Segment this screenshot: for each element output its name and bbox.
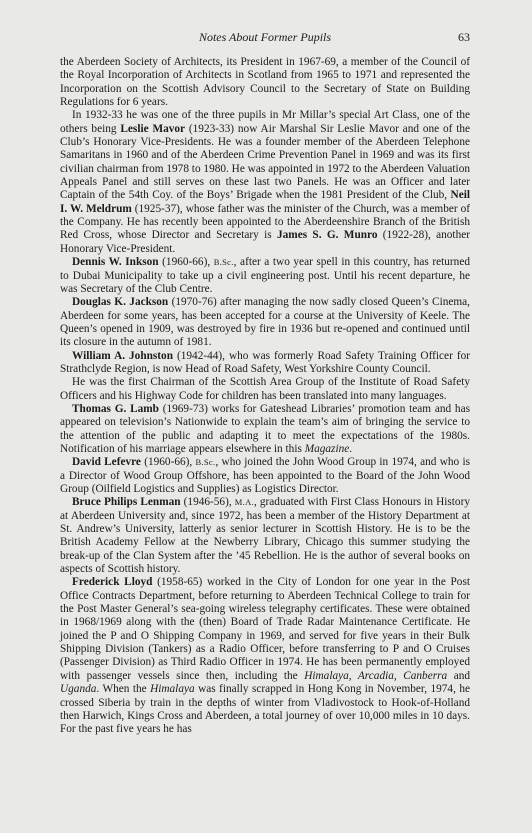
running-title: Notes About Former Pupils bbox=[198, 30, 332, 44]
text-run: was finally scrapped in Hong Kong in November, 1974, he crossed Siberia by train in the depths of winter from Vladivostock to Hook-of-Holland then Harwich, Kings Cross and Aberdeen, a total journey of over 10,000 miles in 10 days. For the past five years he has bbox=[60, 683, 470, 736]
text-run: (1958-65) worked in the City of London for one year in the Post Office Contracts Department, before returning to Aberdeen Technical College to train for the Post Master General’s sea-going wireless telegraphy certificates. These were obtained in 1968/1969 along with the (then) Board of Trade Radar Maintenance Certificate. He joined the P and O Shipping Company in 1969, and served for five years in their Bulk Shipping Division (Tankers) as a Radio Officer, before transferring to P and O Cruises (Passenger Division) as Third Radio Officer in 1974. He has been permanently employed with passenger vessels since then, including the bbox=[60, 576, 470, 682]
text-run: , after a two year spell in this country, has returned to Dubai Municipality to take up a civil engineering post. Until his recent departure, he was Secretary of the Club Centre. bbox=[60, 256, 470, 295]
body-text bbox=[60, 56, 470, 737]
person-name: Neil I. W. Meldrum bbox=[60, 189, 470, 215]
person-name: James S. G. Munro bbox=[277, 229, 378, 242]
text-run: (1970-76) after managing the now sadly closed Queen’s Cinema, Aberdeen for some years, has been accepted for a course at the University of Keele. The Queen’s opened in 1909, was destroyed by fire in 1936 but re-opened and continued until its closure in the autumn of 1981. bbox=[60, 296, 470, 349]
paragraph bbox=[60, 576, 470, 736]
person-name: Frederick Lloyd bbox=[72, 576, 153, 589]
paragraph bbox=[60, 56, 470, 109]
text-run: (1969-73) works for Gateshead Libraries’ promotion team and has appeared on television’s Nationwide to explain the team’s aim of bringing the service to the attention of the public and adapting it to meet the expectations of the 1980s. Notification of his marriage appears elsewhere in this bbox=[60, 402, 470, 455]
text-run: (1946-56), bbox=[180, 496, 235, 509]
italic-text: Uganda bbox=[60, 683, 97, 696]
text-run: , who joined the John Wood Group in 1974, and who is a Director of Wood Group Offshore, has been appointed to the Board of the John Wood Group (Oilfield Logistics and Supplies) as Logistics Director. bbox=[60, 456, 470, 495]
text-run: In 1932-33 he was one of the three pupils in Mr Millar’s special Art Class, one of the others being bbox=[60, 109, 470, 135]
text-run: . When the bbox=[96, 683, 151, 696]
person-name: David Lefevre bbox=[72, 456, 141, 469]
text-run: (1923-33) now Air Marshal Sir Leslie Mavor and one of the Club’s Honorary Vice-Presidents. He was a founder member of the Aberdeen Telephone Samaritans in 1960 and of the Aberdeen Crime Prevention Panel in 1969 and was its first civilian chairman from 1978 to 1980. He was appointed in 1972 to the Aberdeen Valuation Appeals Panel and still serves on these last two Panels. He was an Officer and later Captain of the 54th Coy. of the Boys’ Brigade when the 1981 President of the Club, bbox=[60, 122, 471, 202]
italic-text: Himalaya bbox=[150, 683, 195, 696]
text-run: , graduated with First Class Honours in History at Aberdeen University and, since 1972, has been a member of the History Department at St. Andrew’s University, latterly as senior lecturer in Scottish History. He is to be the British Academy Fellow at the Newberry Library, Chicago this summer studying the break-up of the Clan System after the ’45 Rebellion. He is the author of several books on aspects of Scottish history. bbox=[60, 496, 470, 576]
text-run: (1960-66), bbox=[158, 256, 214, 269]
text-run: He was the first Chairman of the Scottish Area Group of the Institute of Road Safety Officers and his Highway Code for children has been translated into many languages. bbox=[60, 376, 470, 402]
text-run: (1925-37), whose father was the minister of the Church, was a member of the Company. He has recently been appointed to the Aberdeenshire Branch of the British Red Cross, whose Director and Secretary is bbox=[60, 202, 470, 242]
paragraph bbox=[60, 456, 470, 496]
text-run: and bbox=[447, 669, 471, 682]
person-name: William A. Johnston bbox=[72, 349, 173, 362]
text-run: the Aberdeen Society of Architects, its President in 1967-69, a member of the Council of the Royal Incorporation of Architects in Scotland from 1965 to 1971 and represented the Incorporation on the Scottish Advisory Council to the Secretary of State on Building Regulations for 6 years. bbox=[60, 56, 470, 109]
paragraph bbox=[60, 256, 470, 296]
paragraph bbox=[60, 109, 470, 256]
paragraph bbox=[60, 376, 470, 403]
person-name: Thomas G. Lamb bbox=[72, 402, 159, 415]
italic-text: Himalaya, Arcadia, Canberra bbox=[304, 669, 448, 682]
person-name: Leslie Mavor bbox=[120, 122, 186, 135]
paragraph bbox=[60, 403, 470, 456]
text-run: (1922-28), another Honorary Vice-President. bbox=[60, 229, 470, 255]
text-run: (1942-44), who was formerly Road Safety Training Officer for Strathclyde Region, is now Head of Road Safety, West Yorkshire County Council. bbox=[60, 349, 470, 375]
paragraph bbox=[60, 496, 470, 576]
degree-abbrev: M.A. bbox=[234, 497, 254, 508]
text-run: . bbox=[349, 442, 353, 455]
text-run: (1960-66), bbox=[140, 456, 196, 469]
degree-abbrev: B.Sc. bbox=[213, 257, 234, 268]
person-name: Douglas K. Jackson bbox=[72, 296, 169, 309]
paragraph bbox=[60, 296, 470, 349]
italic-text: Magazine bbox=[304, 442, 350, 455]
paragraph bbox=[60, 350, 470, 377]
person-name: Dennis W. Inkson bbox=[72, 256, 159, 269]
person-name: Bruce Philips Lenman bbox=[72, 496, 181, 509]
page-header bbox=[60, 30, 470, 46]
page-number: 63 bbox=[458, 30, 470, 44]
degree-abbrev: B.Sc. bbox=[195, 457, 216, 468]
